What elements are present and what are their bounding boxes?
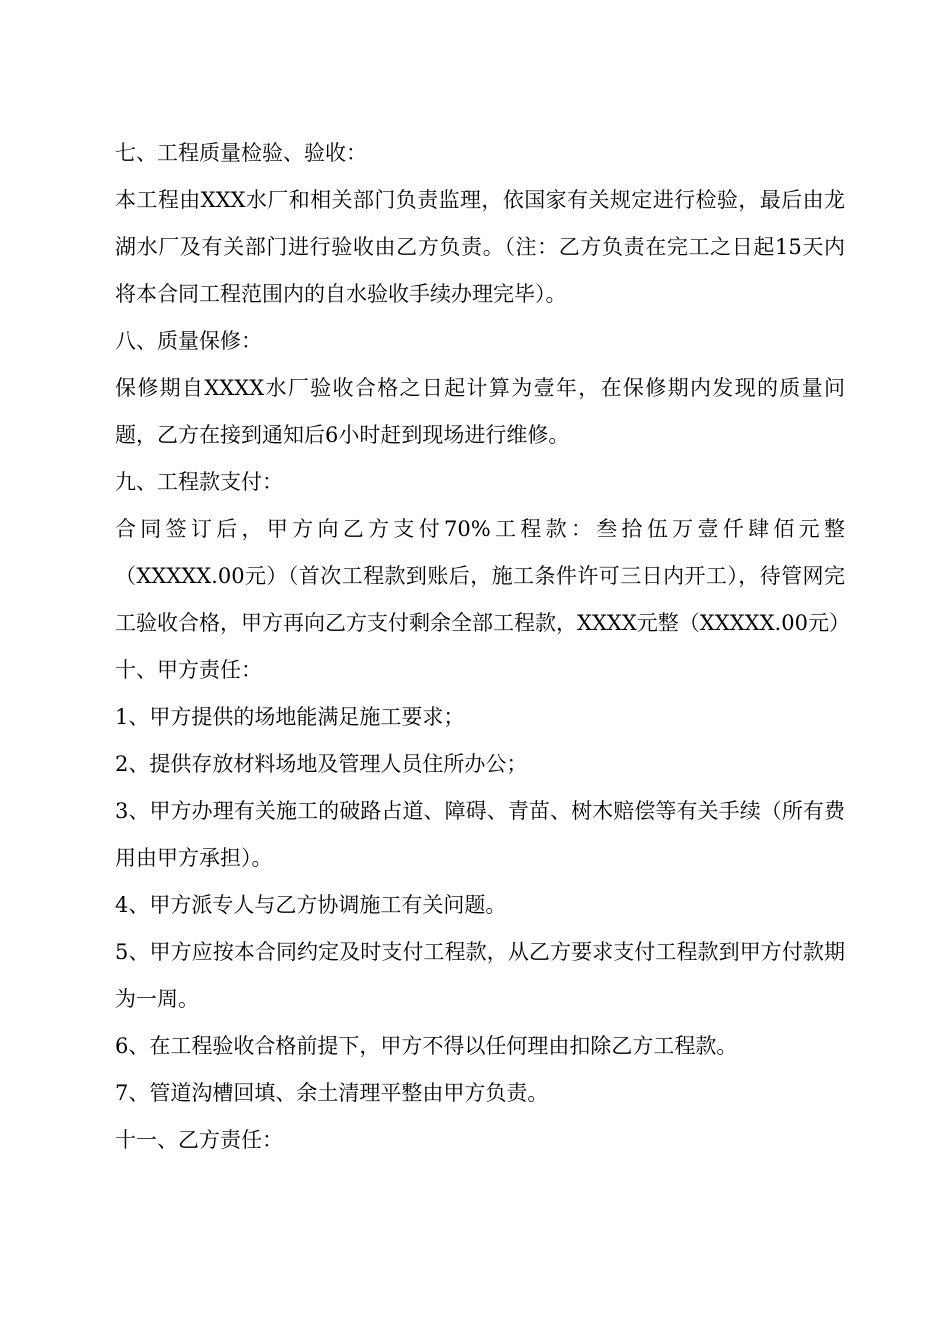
document-body [115, 130, 850, 1164]
party-a-item-5: 5、甲方应按本合同约定及时支付工程款，从乙方要求支付工程款到甲方付款期为一周。 [115, 940, 845, 1011]
party-a-item-1: 1、甲方提供的场地能满足施工要求； [115, 705, 465, 729]
party-a-item-2: 2、提供存放材料场地及管理人员住所办公； [115, 752, 528, 776]
section-heading-party-a: 十、甲方责任： [115, 658, 262, 682]
section-heading-payment: 九、工程款支付： [115, 470, 283, 494]
paragraph-quality-inspection: 本工程由XXX水厂和相关部门负责监理，依国家有关规定进行检验，最后由龙湖水厂及有关部门进行验收由乙方负责。（注：乙方负责在完工之日起15天内将本合同工程范围内的自水验收手续办理完毕）。 [115, 188, 845, 306]
paragraph-payment: 合同签订后，甲方向乙方支付70%工程款：叁拾伍万壹仟肆佰元整（XXXXX.00元）（首次工程款到账后，施工条件许可三日内开工），待管网完工验收合格，甲方再向乙方支付剩余全部工程款，XXXX元整（XXXXX.00元） [115, 517, 850, 635]
section-heading-party-b: 十一、乙方责任： [115, 1128, 283, 1152]
party-a-item-3: 3、甲方办理有关施工的破路占道、障碍、青苗、树木赔偿等有关手续（所有费用由甲方承担）。 [115, 799, 845, 870]
section-heading-warranty: 八、质量保修： [115, 329, 262, 353]
party-a-item-4: 4、甲方派专人与乙方协调施工有关问题。 [115, 893, 507, 917]
section-heading-quality-inspection: 七、工程质量检验、验收： [115, 141, 367, 165]
paragraph-warranty: 保修期自XXXX水厂验收合格之日起计算为壹年，在保修期内发现的质量问题，乙方在接到通知后6小时赶到现场进行维修。 [115, 376, 845, 447]
party-a-item-7: 7、管道沟槽回填、余土清理平整由甲方负责。 [115, 1081, 549, 1105]
party-a-item-6: 6、在工程验收合格前提下，甲方不得以任何理由扣除乙方工程款。 [115, 1034, 738, 1058]
